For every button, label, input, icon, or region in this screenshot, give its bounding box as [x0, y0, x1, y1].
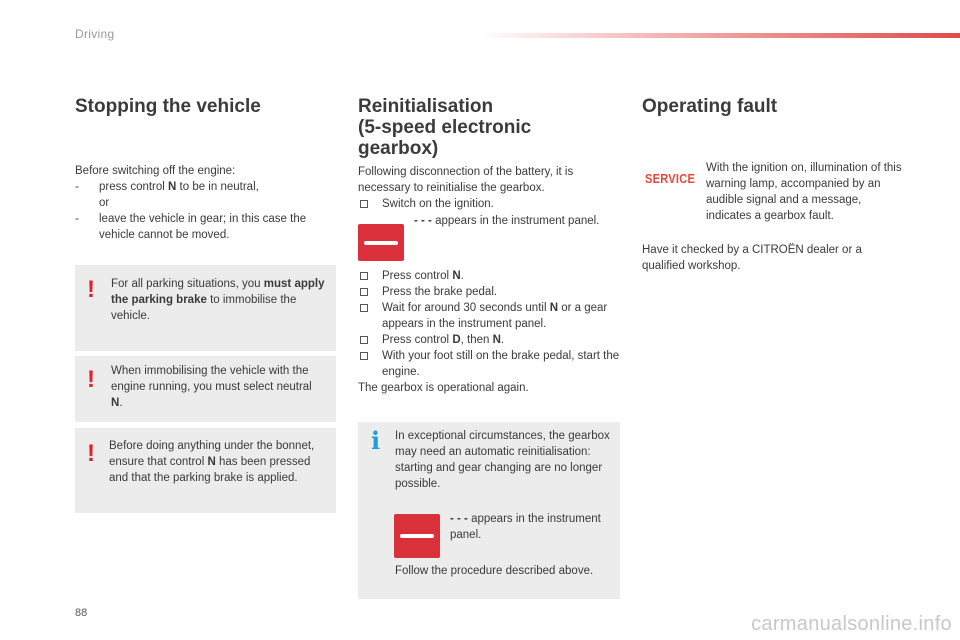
info-icon: i [371, 426, 381, 455]
reinit-steps [358, 268, 620, 396]
exclamation-icon: ! [87, 366, 95, 393]
info-note-exceptional [358, 422, 620, 599]
reinit-section [358, 96, 620, 212]
list-item: - leave the vehicle in gear; in this case the vehicle cannot be moved. [75, 213, 307, 241]
reinit-intro: Following disconnection of the battery, it is necessary to reinitialise the gearbox. [358, 166, 574, 194]
list-item: With your foot still on the brake pedal, start the engine. [358, 348, 620, 380]
stopping-section [75, 96, 337, 243]
list-item: - press control N to be in neutral, or [75, 181, 259, 209]
panel-message: - - - appears in the instrument panel. [414, 215, 600, 227]
note-text: In exceptional circumstances, the gearbox may need an automatic reinitialisation: starting and gear changing are no longer possible. [395, 430, 610, 490]
stopping-intro: Before switching off the engine: [75, 165, 236, 177]
fault-lamp-text: With the ignition on, illumination of this warning lamp, accompanied by an audible signal and a message, indicates a gearbox fault. [706, 162, 902, 222]
info-follow-text: Follow the procedure described above. [395, 565, 594, 577]
reinit-conclusion: The gearbox is operational again. [358, 382, 529, 394]
list-item: Press control D, then N. [358, 332, 620, 348]
exclamation-icon: ! [87, 440, 95, 467]
note-text: For all parking situations, you must apply the parking brake to immobilise the vehicle. [111, 278, 325, 322]
section-header: Driving [75, 27, 115, 41]
warning-note-parking-brake [75, 265, 336, 351]
stopping-title: Stopping the vehicle [75, 96, 261, 117]
service-warning-lamp-icon: SERVICE [645, 171, 696, 186]
list-item: Wait for around 30 seconds until N or a gear appears in the instrument panel. [358, 300, 620, 332]
reinit-title: Reinitialisation (5-speed electronic gearbox) [358, 96, 532, 159]
warning-note-neutral [75, 356, 336, 422]
warning-note-bonnet [75, 428, 336, 513]
fault-section [642, 96, 904, 117]
checkbox-icon [360, 336, 368, 344]
note-text: When immobilising the vehicle with the engine running, you must select neutral N. [111, 365, 312, 409]
watermark: carmanualsonline.info [751, 613, 952, 635]
list-item: Press control N. [358, 268, 620, 284]
checkbox-icon [360, 272, 368, 280]
reinit-ignition-step [358, 196, 620, 212]
page-number: 88 [75, 607, 88, 619]
checkbox-icon [360, 200, 368, 208]
gearbox-warning-lamp-icon [358, 224, 404, 261]
stopping-list [75, 179, 337, 243]
checkbox-icon [360, 352, 368, 360]
header-accent-bar [480, 33, 960, 38]
exclamation-icon: ! [87, 276, 95, 303]
fault-title: Operating fault [642, 96, 778, 117]
list-item: Press the brake pedal. [358, 284, 620, 300]
info-panel-message: - - - appears in the instrument panel. [450, 513, 601, 541]
fault-advice: Have it checked by a CITROËN dealer or a qualified workshop. [642, 244, 862, 272]
note-text: Before doing anything under the bonnet, ensure that control N has been pressed and that the parking brake is applied. [109, 440, 315, 484]
list-item: Switch on the ignition. [358, 196, 620, 212]
gearbox-warning-lamp-icon [394, 514, 440, 558]
checkbox-icon [360, 288, 368, 296]
checkbox-icon [360, 304, 368, 312]
